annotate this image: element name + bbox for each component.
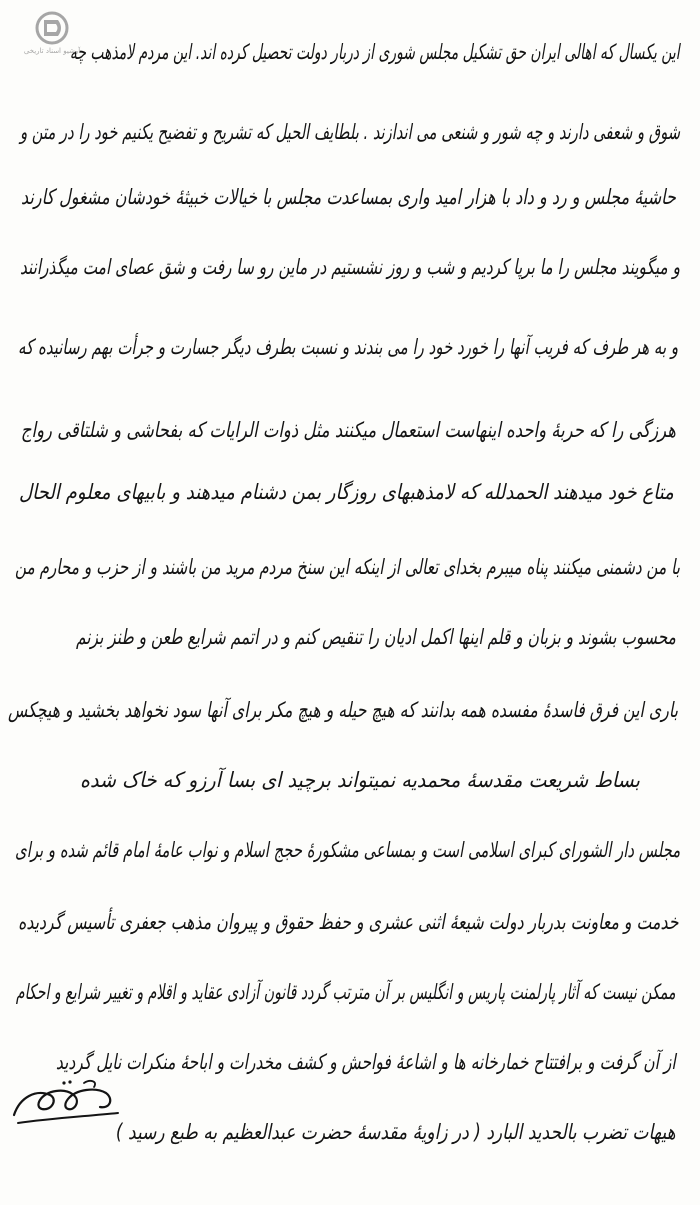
manuscript-line: حاشیهٔ مجلس و رد و داد با هزار امید واری بمساعدت مجلس با خیالات خبیثهٔ خودشان مشغول کارند — [21, 185, 676, 209]
author-signature — [6, 1075, 126, 1135]
manuscript-line: از آن گرفت و برافتتاح خمارخانه ها و اشاعهٔ فواحش و کشف مخدرات و اباحهٔ منکرات نایل گردید — [56, 1050, 676, 1074]
manuscript-line: و میگویند مجلس را ما برپا کردیم و شب و روز نشستیم در ماین رو سا رفت و شق عصای امت میگذرانند — [19, 255, 680, 279]
manuscript-line: ممکن نیست که آثار پارلمنت پاریس و انگلیس بر آن مترتب گردد قانون آزادی عقاید و اقلام و تغییر شرایع و احکام — [16, 980, 676, 1004]
manuscript-line: این یکسال که اهالی ایران حق تشکیل مجلس شوری از دربار دولت تحصیل کرده اند. این مردم لامذهب چه — [70, 40, 680, 64]
manuscript-line: باری این فرق فاسدهٔ مفسده همه بدانند که هیچ حیله و هیچ مکر برای آنها سود نخواهد بخشید و هیچکس — [8, 698, 678, 722]
manuscript-line: هیهات تضرب بالحدید البارد ( در زاویهٔ مقدسهٔ حضرت عبدالعظیم به طبع رسید ) — [116, 1120, 676, 1144]
manuscript-line: خدمت و معاونت بدربار دولت شیعهٔ اثنی عشری و حفظ حقوق و پیروان مذهب جعفری تأسیس گردیده — [17, 910, 678, 934]
manuscript-line: هرزگی را که حربهٔ واحده اینهاست استعمال میکنند مثل ذوات الرایات که بفحاشی و شلتاقی رواج — [21, 418, 676, 442]
manuscript-line: متاع خود میدهند الحمدلله که لامذهبهای روزگار بمن دشنام میدهند و بابیهای معلوم الحال — [19, 480, 674, 504]
watermark-text: آرشیو اسناد تاریخی — [23, 47, 81, 55]
manuscript-line: مجلس دار الشورای کبرای اسلامی است و بمساعی مشکورهٔ حجج اسلام و نواب عامهٔ امام قائم شده و برای — [14, 838, 680, 862]
manuscript-line: محسوب بشوند و بزبان و قلم اینها اکمل ادیان را تنقیص کنم و در اتمم شرایع طعن و طنز بزنم — [76, 625, 676, 649]
manuscript-line: بساط شریعت مقدسهٔ محمدیه نمیتواند برچید ای بسا آرزو که خاک شده — [80, 768, 640, 792]
manuscript-line: شوق و شعفی دارند و چه شور و شنعی می اندازند . بلطایف الحیل که تشریح و تفضیح یکنیم خود را در متن و — [19, 120, 680, 144]
manuscript-line: با من دشمنی میکنند پناه میبرم بخدای تعالی از اینکه این سنخ مردم مرید من باشند و از حزب و محارم من — [14, 555, 680, 579]
manuscript-line: و به هر طرف که فریب آنها را خورد خود را می بندند و نسبت بطرف دیگر جسارت و جرأت بهم رسانیده که — [17, 335, 678, 359]
